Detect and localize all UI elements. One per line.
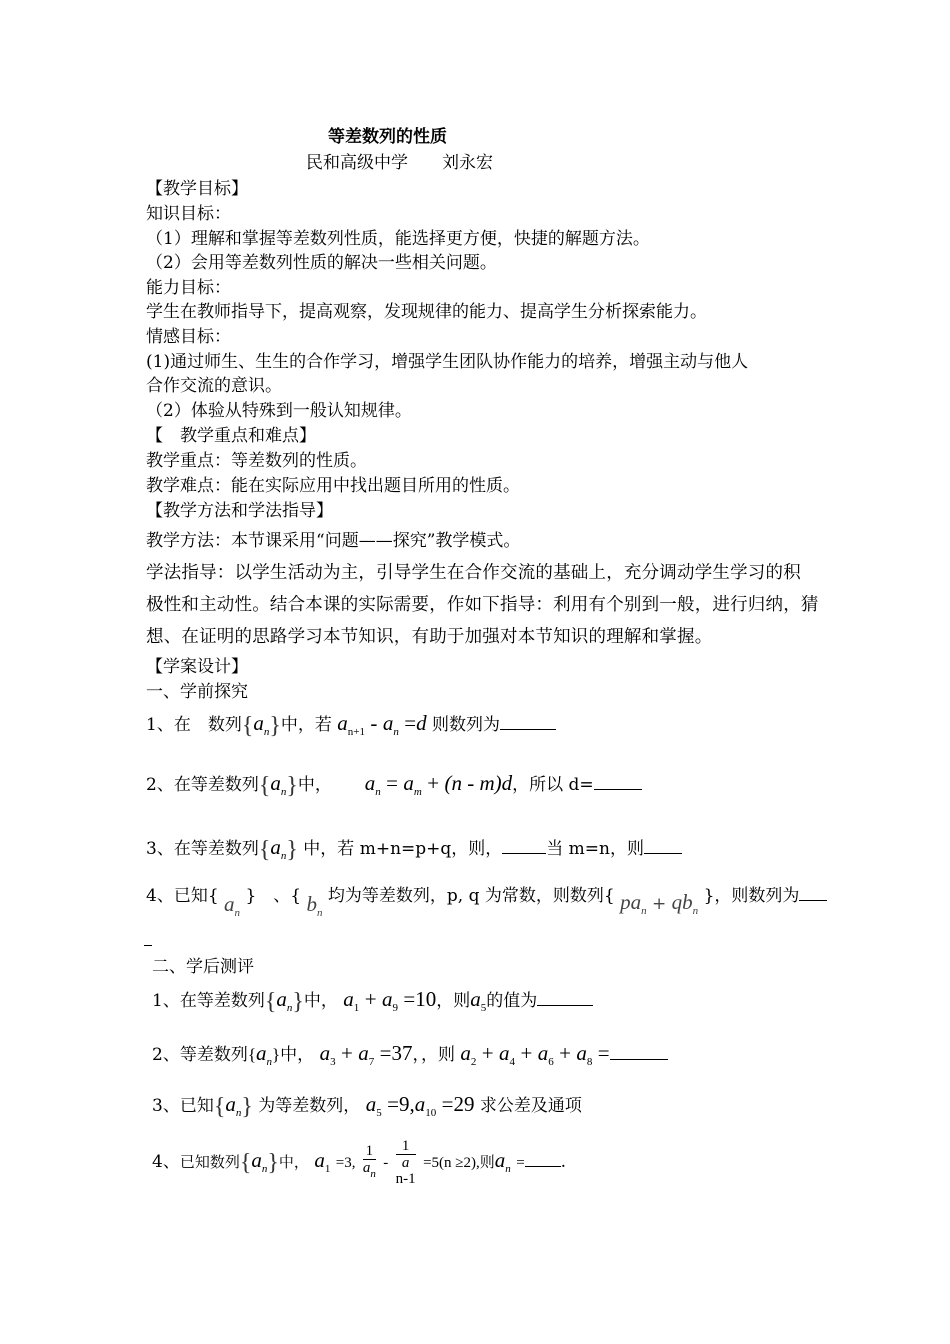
post-study-heading: 二、学后测评 (152, 957, 254, 977)
fraction-1-over-an-minus-1: 1 a n-1 (395, 1138, 416, 1187)
answer-blank[interactable] (594, 773, 642, 790)
author-line: 民和高级中学 刘永宏 (306, 153, 493, 173)
post-question-1: 1、在等差数列$\{a_n\}$中， $a_1 + a_9 =10$，则$a_5$的值为 (152, 988, 593, 1019)
knowledge-item-1: （1）理解和掌握等差数列性质，能选择更方便，快捷的解题方法。 (146, 229, 650, 249)
post-question-4: 4、已知数列$\{a_n\}$中， $a_1 =3$, $\frac{1}{a_n}$ - 1 a n-1 =5(n ≥2),则$a_n$ = . (152, 1138, 567, 1187)
answer-blank[interactable] (525, 1150, 561, 1167)
emotion-item-1a: (1)通过师生、生生的合作学习，增强学生团队协作能力的培养，增强主动与他人 (146, 352, 749, 372)
pre-question-3: 3、在等差数列$\{a_n\}$ 中，若 m+n=p+q，则， 当 m=n，则 (146, 836, 682, 867)
emotion-item-2: （2）体验从特殊到一般认知规律。 (146, 401, 412, 421)
focus-text: 教学重点：等差数列的性质。 (146, 451, 367, 471)
answer-blank[interactable] (799, 884, 827, 901)
guide-line-2: 极性和主动性。结合本课的实际需要，作如下指导：利用有个别到一般，进行归纳，猜 (146, 595, 819, 615)
fraction-1-over-an: $\frac{1}{a_n}$ (362, 1143, 376, 1180)
knowledge-label: 知识目标： (146, 204, 231, 224)
post-question-2: 2、等差数列$\{a_n\}$中， $a_3 + a_7 =37$，，则 $a_2 + a_4 + a_6 + a_8$ = (152, 1042, 668, 1073)
ability-label: 能力目标： (146, 278, 231, 298)
answer-blank[interactable] (537, 989, 593, 1006)
emotion-label: 情感目标： (146, 327, 231, 347)
objectives-heading: 【教学目标】 (146, 179, 248, 199)
post-question-3: 3、已知$\{a_n\}$ 为等差数列， $a_5 =9,a_{10} =29$ 求公差及通项 (152, 1092, 582, 1120)
design-heading: 【学案设计】 (146, 657, 248, 677)
methods-heading: 【教学方法和学法指导】 (146, 501, 333, 521)
answer-blank[interactable] (644, 837, 682, 854)
guide-line-1: 学法指导：以学生活动为主，引导学生在合作交流的基础上，充分调动学生学习的积 (146, 563, 801, 583)
document-title: 等差数列的性质 (328, 127, 447, 147)
pre-study-heading: 一、学前探究 (146, 682, 248, 702)
answer-blank[interactable] (500, 713, 556, 730)
answer-blank-overflow[interactable] (144, 935, 152, 946)
knowledge-item-2: （2）会用等差数列性质的解决一些相关问题。 (146, 253, 497, 273)
pre-question-4: 4、已知{ $a_n$ } 、{ $b_n$ 均为等差数列，p, q 为常数，则数列{ $pa_n + qb_n$ }，则数列为 (146, 883, 827, 914)
pre-question-2: 2、在等差数列$\{a_n\}$中， $a_n = a_m + (n - m)d$，所以 d= (146, 772, 642, 803)
emotion-item-1b: 合作交流的意识。 (146, 376, 282, 396)
key-points-heading: 【 教学重点和难点】 (146, 426, 316, 446)
answer-blank[interactable] (610, 1043, 668, 1060)
answer-blank[interactable] (502, 837, 546, 854)
pre-question-1: 1、在 数列$\{a_n\}$中，若 $a_{n+1} - a_n =d$ 则数列为 (146, 712, 556, 743)
difficulty-text: 教学难点：能在实际应用中找出题目所用的性质。 (146, 476, 520, 496)
ability-text: 学生在教师指导下，提高观察，发现规律的能力、提高学生分析探索能力。 (146, 302, 707, 322)
guide-line-3: 想、在证明的思路学习本节知识，有助于加强对本节知识的理解和掌握。 (146, 627, 713, 647)
method-text: 教学方法：本节课采用“问题——探究”教学模式。 (146, 531, 521, 551)
